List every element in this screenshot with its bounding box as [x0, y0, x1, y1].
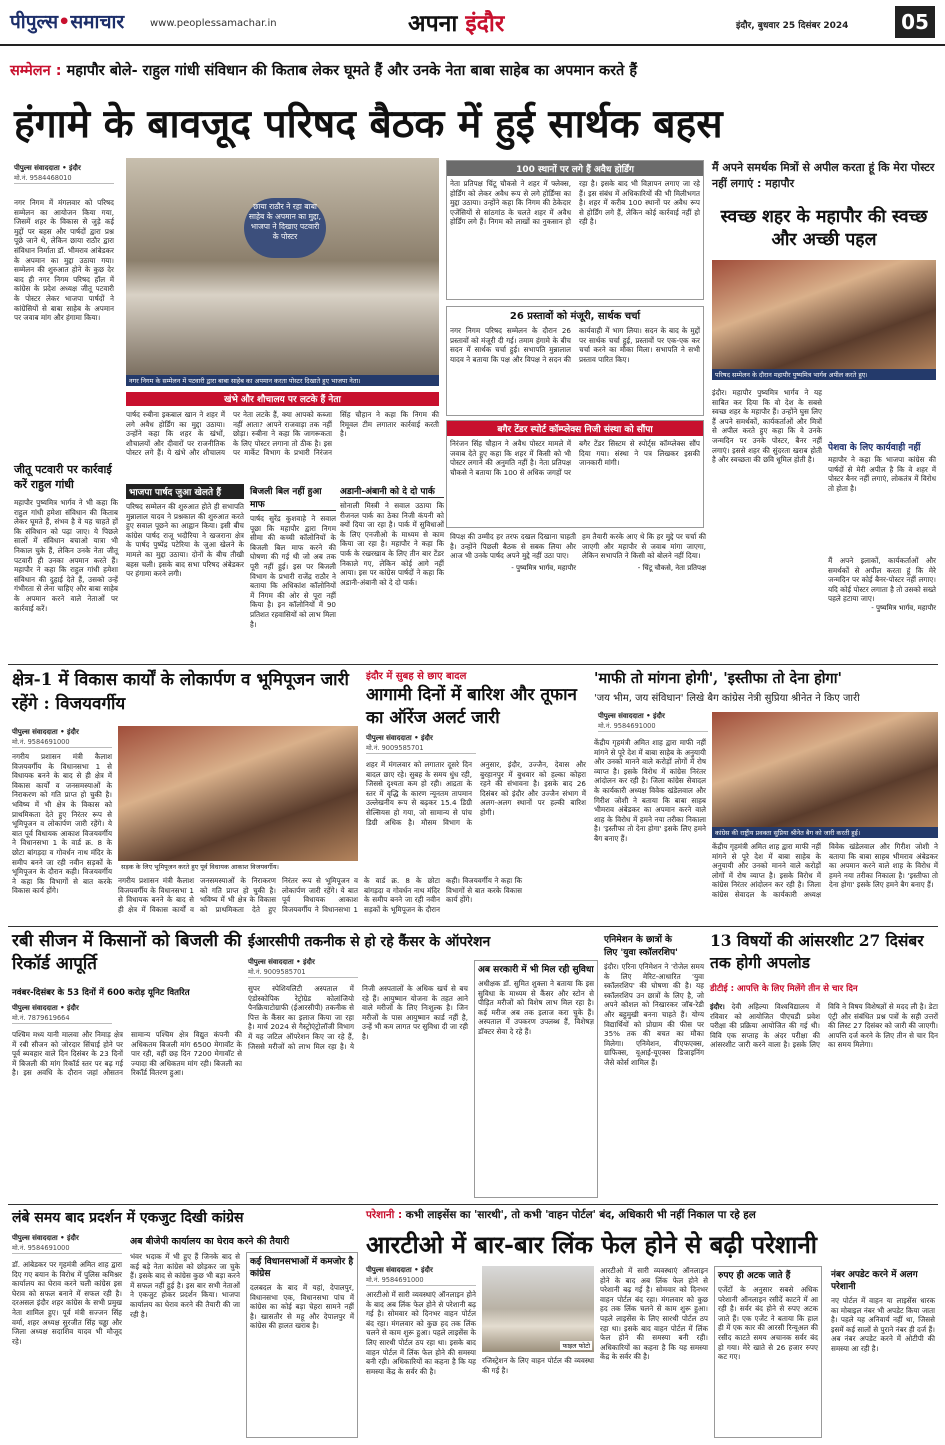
- park-body: सोनाली मिस्त्री ने सवाल उठाया कि रीजनल पार्क का ठेका निजी कंपनी को क्यों दिया जा रहा है। पार्क में सुविधाओं के लिए एनजीओ के माध्यम से काम किया जा रहा है। महापौर ने कहा कि पार्क के रखरखाव के लिए तीन बार टेंडर निकाले गए, लेकिन कोई आगे नहीं आया। इस पर कांग्रेस पार्षदों ने कहा कि अडानी-अंबानी को दे दो पार्क।: [340, 501, 444, 587]
- ercp-box-title: अब सरकारी में भी मिल रही सुविधा: [478, 965, 594, 975]
- divider-1: [8, 664, 938, 665]
- weather-byline-text: पीपुल्स संवाददाता • इंदौर: [366, 734, 433, 742]
- sub-body-2: पार्षद रुबीना इकबाल खान ने शहर में लगे अवैध होर्डिंग का मुद्दा उठाया। उन्होंने कहा कि शहर के खंभों, शौचालयों और दीवारों पर राजनीतिक पोस्टर लगे हैं। ये खंभे और शौचालय पर नेता लटके हैं, क्या आपको कब्जा नहीं आता? आपने राजवाड़ा तक नहीं छोड़ा। रुबीना ने कहा कि जागरूकता के लिए पोस्टर लगाना तो ठीक है। इस पर मार्केट विभाग के प्रभारी निरंजन सिंह चौहान ने कहा कि निगम की रिमूवल टीम लगातार कार्रवाई करती है।: [126, 410, 439, 458]
- maafi-body-2: केंद्रीय गृहमंत्री अमित शाह द्वारा माफी नहीं मांगने से पूरे देश में बाबा साहेब के अनुयायी और उनको मानने वाले करोड़ों लोगों में रोष व्याप्त है। इसके विरोध में कांग्रेस निरंतर आंदोलन कर रही है। जिला कांग्रेस सेवादल के कार्यकारी अध्यक्ष विवेक खंडेलवाल और गिरीश जोशी ने बताया कि बाबा साहब भीमराव अंबेडकर का अपमान करने वाले शाह के विरोध में हमने नया तरीका निकाला है। 'इस्तीफा तो देना होगा' इसके लिए हमने बैग बनाए हैं।: [712, 842, 938, 899]
- congress-sub-heading: अब बीजेपी कार्यालय का घेराव करने की तैयारी: [130, 1236, 290, 1247]
- scholarship-body: इंदौर। एरिना एनिमेशन ने 'रोजेल समय के लिए मेरिट-आधारित 'युवा स्कॉलरशिप' की घोषणा की है। यह स्कॉलरशिप उन छात्रों के लिए है, जो अपने कौशल को निखारकर जॉब-रेडी और बहुमुखी बनना चाहते हैं। योग्य विद्यार्थियों को प्रोग्राम की फीस पर 35% तक की बचत का मौका मिलेगा। एनिमेशन, वीएफएक्स, ग्राफिक्स, यूआई-यूएक्स डिजाइनिंग जैसे कोर्स शामिल हैं।: [604, 962, 704, 1067]
- section-title-1: अपना: [408, 11, 458, 37]
- congress-box: [246, 1252, 358, 1438]
- maafi-deck: 'जय भीम, जय संविधान' लिखे बैग कांग्रेस नेत्री सुप्रिया श्रीनेत ने किए जारी: [594, 693, 860, 704]
- mayor-quote-text: मैं अपने इलाकों, कार्यकर्ताओं और समर्थकों से अपील करता हूं कि मेरे जन्मदिन पर कोई बैनर-पोस्टर नहीं लगाए। यदि कोई पोस्टर लगाता है तो उसको सख्ते पहले हटाया जाए।: [828, 556, 936, 604]
- sub-heading-1: जीतू पटवारी पर कार्रवाई करें राहुल गांधी: [14, 463, 112, 491]
- maafi-byline: [598, 712, 708, 732]
- ercp-mobile: मो.नं. 9009585701: [248, 967, 358, 978]
- weather-kicker: इंदौर में सुबह से छाए बादल: [366, 671, 467, 682]
- lead-photo-caption: नगर निगम के सम्मेलन में पटवारी द्वारा बाबा साहेब का अपमान करता पोस्टर दिखाते हुए भाजपा नेता।: [126, 375, 439, 386]
- vijay-headline: क्षेत्र-1 में विकास कार्यों के लोकार्पण व भूमिपूजन जारी रहेंगे : विजयवर्गीय: [12, 670, 349, 714]
- congress-box-title: कई विधानसभाओं में कमजोर है कांग्रेस: [250, 1257, 354, 1279]
- mayor-quote-by: - पुष्यमित्र भार्गव, महापौर: [871, 603, 936, 612]
- rabi-deck: नवंबर-दिसंबर के 53 दिनों में 600 करोड़ यूनिट वितरित: [12, 988, 190, 998]
- section-title: [408, 6, 504, 38]
- vijay-photo: [118, 726, 358, 872]
- rto-photo-label: फाइल फोटो: [562, 1342, 590, 1350]
- weather-mobile: मो.नं. 9009585701: [366, 743, 476, 754]
- rto-caption: रजिस्ट्रेशन के लिए वाहन पोर्टल की व्यवस्था की गई है।: [482, 1356, 594, 1375]
- rto-photo: [482, 1266, 594, 1352]
- congress-headline: लंबे समय बाद प्रदर्शन में एकजुट दिखी कांग्रेस: [12, 1210, 244, 1226]
- callout-box: [244, 198, 326, 258]
- paper-name: पीपुल्स: [10, 11, 59, 33]
- lead-photo: [126, 158, 439, 386]
- ercp-byline: [248, 958, 358, 978]
- mayor-quote: [828, 556, 936, 656]
- sports-box-title: बगैर टेंडर स्पोर्ट कॉम्प्लेक्स निजी संस्था को सौंपा: [447, 421, 703, 436]
- congress-sub-body: भंवर भदाक में भी हुए हैं जिनके बाद से कई बड़े नेता कांग्रेस को छोड़कर जा चुके हैं। इसके बाद से कांग्रेस कुछ भी बड़ा करने में सफल नहीं हुई है। इस बार सभी नेताओं ने एकजुट होकर प्रदर्शन किया। भाजपा कार्यालय का घेराव करने की तैयारी की जा रही है।: [130, 1252, 240, 1319]
- park-section: [340, 484, 444, 654]
- answersheet-byline: इंदौर।: [710, 1002, 725, 1011]
- bill-section: [250, 484, 336, 654]
- mayor-sub-heading: पेशवा के लिए कार्यवाही नहीं: [828, 443, 921, 453]
- lead-kicker: सम्मेलन :: [10, 63, 62, 79]
- answersheet-headline: 13 विषयों की आंसरशीट 27 दिसंबर तक होगी अपलोड: [710, 931, 924, 972]
- proposals-box: [446, 306, 704, 416]
- rto-box-1-body: एजेंटों के अनुसार सबसे अधिक परेशानी ऑनलाइन रसीदें काटने में आ रही है। सर्वर बंद होने से रुपए अटक जाते हैं। एक एजेंट ने बताया कि हाल ही में एक कार की आरसी रिन्यूअल की रसीद काटते समय अचानक सर्वर बंद हो गया। मेरे खाते से 26 हजार रुपए कट गए।: [718, 1285, 818, 1362]
- mayor-kicker: मैं अपने समर्थक मित्रों से अपील करता हूं कि मेरा पोस्टर नहीं लगाएं : महापौर: [712, 161, 935, 190]
- maafi-body: केंद्रीय गृहमंत्री अमित शाह द्वारा माफी नहीं मांगने से पूरे देश में बाबा साहेब के अनुयायी और उनको मानने वाले करोड़ों लोगों में रोष व्याप्त है। इसके विरोध में कांग्रेस निरंतर आंदोलन कर रही है। जिला कांग्रेस सेवादल के कार्यकारी अध्यक्ष विवेक खंडेलवाल और गिरीश जोशी ने बताया कि बाबा साहब भीमराव अंबेडकर का अपमान करने वाले शाह के विरोध में हमने नया तरीका निकाला है। 'इस्तीफा तो देना होगा' इसके लिए हमने बैग बनाए हैं।: [594, 738, 706, 843]
- maafi-headline: 'माफी तो मांगना होगी', 'इस्तीफा तो देना होगा': [594, 670, 842, 687]
- hoarding-box-body: नेता प्रतिपक्ष चिंटू चौकसे ने शहर में फ्लेक्स, होर्डिंग को लेकर अवैध रूप से लगे होर्डिंग्स का मुद्दा उठाया। उन्होंने कहा कि निगम की ठेकेदार एजेंसियों से सांठगांठ के चलते शहर में अवैध होर्डिंग लगे हैं। निगम को लाखों का नुकसान हो रहा है। इसके बाद भी विज्ञापन लगाए जा रहे हैं। इस संबंध में अधिकारियों की भी मिलीभगत है। शहर में करीब 100 स्थानों पर अवैध रूप से होर्डिंग लगे हैं, लेकिन कोई कार्रवाई नहीं हो रही है।: [450, 179, 700, 227]
- quote-opposition-by: - चिंटू चौकसे, नेता प्रतिपक्ष: [637, 563, 706, 572]
- rto-mobile: मो.नं. 9584691000: [366, 1275, 476, 1286]
- sports-box-body: निरंजन सिंह चौहान ने अवैध पोस्टर मामले में जवाब देते हुए कहा कि शहर में किसी को भी पोस्टर लगाने की अनुमति नहीं है। नेता प्रतिपक्ष चौकसे ने बताया कि 100 से अधिक जगहों पर बगैर टेंडर सिस्टम से स्पोर्ट्स कॉम्प्लेक्स सौंप दिया गया। संस्था ने पत्र लिखकर इसकी जानकारी मांगी।: [450, 439, 700, 477]
- ercp-byline-text: पीपुल्स संवाददाता • इंदौर: [248, 958, 315, 966]
- rabi-mobile: मो.नं. 7879619664: [12, 1013, 112, 1024]
- divider-3: [8, 1204, 938, 1205]
- proposals-box-title: 26 प्रस्तावों को मंजूरी, सार्थक चर्चा: [447, 307, 703, 323]
- rto-box-2: [828, 1266, 938, 1438]
- quote-mayor-text: विपक्ष की उम्मीद हर तरफ दखल दिखाना चाहती है। उन्होंने पिछली बैठक से सबक लिया और आज भी उनके पार्षद अपने मुद्दे नहीं उठा पाए।: [450, 532, 576, 561]
- hoarding-box-title: 100 स्थानों पर लगे हैं अवैध होर्डिंग: [447, 161, 703, 176]
- sports-box: [446, 420, 704, 528]
- rto-box-1-title: रुपए ही अटक जाते हैं: [718, 1271, 791, 1281]
- vijay-byline-text: पीपुल्स संवाददाता • इंदौर: [12, 728, 79, 736]
- callout-text: छाया राठौर ने रहा बाबा साहेब के अपमान का मुद्दा, भाजपा ने दिखाए पटवारी के पोस्टर: [248, 202, 322, 241]
- mayor-body: इंदौर। महापौर पुष्यमित्र भार्गव ने यह साबित कर दिया कि वो देश के सबसे स्वच्छ शहर के महापौर हैं। उन्होंने घुस लिए हैं अपने समर्थकों, कार्यकर्ताओं और मित्रों से अपील करते हुए कहा कि वे उनके जन्मदिन पर उनके पोस्टर, बैनर नहीं लगाएं। इससे शहर की सुंदरता खराब होती है और स्वच्छता की छवि धूमिल होती है।: [712, 388, 822, 465]
- gambling-section: [126, 484, 244, 654]
- rto-kicker: परेशानी :: [366, 1209, 403, 1221]
- ercp-box-body: अधीक्षक डॉ. सुमित शुक्ला ने बताया कि इस सुविधा के माध्यम से कैंसर और स्टोन से पीड़ित मरीजों को विशेष लाभ मिल रहा है। कई मरीज अब तक इलाज करा चुके हैं। अस्पताल में उपकरण उपलब्ध हैं, विशेषज्ञ डॉक्टर सेवा दे रहे हैं।: [478, 979, 594, 1036]
- proposals-box-body: नगर निगम परिषद सम्मेलन के दौरान 26 प्रस्तावों को मंजूरी दी गई। तमाम हंगामे के बीच सदन में सार्थक चर्चा हुई। सभापति मुन्नालाल यादव ने बताया कि पक्ष और विपक्ष ने सदन की कार्यवाही में भाग लिया। सदन के बाद के मुद्दों पर सार्थक चर्चा हुई, प्रस्तावों पर एक-एक कर चर्चा करने का मौका मिला। सभापति ने सभी प्रस्ताव पारित किए।: [450, 326, 700, 364]
- quote-opposition: [582, 532, 706, 652]
- congress-byline: [12, 1234, 122, 1254]
- gambling-heading: भाजपा पार्षद जुआ खेलते हैं: [126, 484, 244, 499]
- weather-body: शहर में मंगलवार को लगातार दूसरे दिन बादल छाए रहे। सुबह के समय धुंध रही, जिससे दृश्यता कम हो रही। आद्रता के स्तर में वृद्धि के कारण न्यूनतम तापमान उल्लेखनीय रूप से बढ़कर 15.4 डिग्री सेल्सियस हो गया, जो सामान्य से पांच डिग्री अधिक है। मौसम विभाग के अनुसार, इंदौर, उज्जैन, देवास और बुरहानपुर में बुधवार को हल्का कोहरा रहने की संभावना है। इसके बाद 26 दिसंबर को इंदौर और उज्जैन संभाग में अलग-अलग स्थानों पर हल्की बारिश होगी।: [366, 760, 586, 827]
- congress-body: डॉ. आंबेडकर पर गृहमंत्री अमित शाह द्वारा दिए गए बयान के विरोध में पुलिस कमिश्नर कार्यालय का घेराव करने चली कांग्रेस इस घेराव को सफल बनाने में सफल रही है। दरअसल इंदौर शहर कांग्रेस के सभी प्रमुख नेता शामिल हुए। पूर्व मंत्री सज्जन सिंह वर्मा, शहर अध्यक्ष सुरजीत सिंह चड्ढा और जिला अध्यक्ष सदाशिव यादव भी मौजूद रहे।: [12, 1260, 122, 1346]
- rto-body: आरटीओ में सारी व्यवस्थाएं ऑनलाइन होने के बाद अब लिंक फेल होने से परेशानी बढ़ गई है। सोमवार को दिनभर वाहन पोर्टल बंद रहा। मंगलवार को कुछ हद तक लिंक चलने से काम शुरू हुआ। पहले लाइसेंस के लिए सारथी पोर्टल ठप रहा था। इसके बाद वाहन पोर्टल में लिंक फेल होने की समस्या बनी रही। अधिकारियों का कहना है कि यह समस्या केंद्र के सर्वर की है।: [366, 1290, 476, 1376]
- quote-opposition-text: हम तैयारी करके आए थे कि हर मुद्दे पर चर्चा की जाएगी और महापौर से जवाब मांगा जाएगा, लेकिन सभापति ने किसी को बोलने नहीं दिया।: [582, 532, 706, 561]
- lead-byline: [14, 164, 114, 184]
- scholarship-section: [604, 932, 704, 1198]
- paper-name-2: समाचार: [70, 11, 125, 33]
- rto-headline: आरटीओ में बार-बार लिंक फेल होने से बढ़ी परेशानी: [366, 1230, 817, 1259]
- rabi-byline-text: पीपुल्स संवाददाता • इंदौर: [12, 1004, 79, 1012]
- logo-dot-icon: •: [58, 11, 71, 33]
- congress-mobile: मो.नं. 9584691000: [12, 1243, 122, 1254]
- paper-logo: [10, 8, 124, 34]
- vijay-photo-caption: सड़क के लिए भूमिपूजन करते हुए पूर्व विधायक आकाश विजयवर्गीय।: [118, 861, 358, 872]
- rto-deck: [366, 1208, 938, 1224]
- maafi-photo-caption: कांग्रेस की राष्ट्रीय प्रवक्ता सुप्रिया श्रीनेत बैग को जारी करती हुई।: [712, 827, 938, 838]
- mayor-sub: [828, 440, 936, 550]
- maafi-mobile: मो.नं. 9584691000: [598, 721, 708, 732]
- rto-box-1: [714, 1266, 822, 1438]
- page-number: 05: [895, 6, 935, 38]
- rto-body-2: आरटीओ में सारी व्यवस्थाएं ऑनलाइन होने के बाद अब लिंक फेल होने से परेशानी बढ़ गई है। सोमवार को दिनभर वाहन पोर्टल बंद रहा। मंगलवार को कुछ हद तक लिंक चलने से काम शुरू हुआ। पहले लाइसेंस के लिए सारथी पोर्टल ठप रहा था। इसके बाद वाहन पोर्टल में लिंक फेल होने की समस्या बनी रही। अधिकारियों का कहना है कि यह समस्या केंद्र के सर्वर की है।: [600, 1266, 708, 1362]
- ercp-headline: ईआरसीपी तकनीक से हो रहे कैंसर के ऑपरेशन: [248, 934, 491, 950]
- mayor-photo-caption: परिषद सम्मेलन के दौरान महापौर पुष्यमित्र भार्गव अपील करते हुए।: [712, 369, 936, 380]
- section-title-2: इंदौर: [465, 11, 505, 37]
- hoarding-box: [446, 160, 704, 300]
- rabi-body: पश्चिम मध्य यानी मालवा और निमाड़ क्षेत्र में रबी सीजन को जोरदार सिंचाई होने पर पूर्व ब्यवहार वाले दिन दिसंबर के 23 दिनों में बिजली की मांग रिकॉर्ड स्तर पर बढ़ गई है। इस अवधि के दौरान जहां औसतन सामान्य पश्चिम क्षेत्र विद्युत कंपनी की अधिकतम बिजली मांग 6500 मेगावॉट के पार रही, वहीं छह दिन 7200 मेगावॉट से ज्यादा की अधिकतम मांग रही। बिजली का रिकॉर्ड वितरण हुआ।: [12, 1030, 242, 1078]
- ercp-body: सुपर स्पेशियलिटी अस्पताल में एंडोस्कोपिक रेट्रोग्रेड कोलांजियो पैनक्रियाटोग्राफी (ईआरसीपी) तकनीक से पित्त के कैंसर का इलाज किया जा रहा है। मार्च 2024 से गैस्ट्रोएंट्रोलॉजी विभाग में यह जटिल ऑपरेशन किए जा रहे हैं, जिससे मरीजों को लाभ मिल रहा है। ये निजी अस्पतालों के अधिक खर्च से बच रहे हैं। आयुष्मान योजना के तहत आने वाले मरीजों के लिए निःशुल्क है। जिन मरीजों के पास आयुष्मान कार्ड नहीं है, उन्हें भी कम लागत पर सुविधा दी जा रही है।: [248, 984, 468, 1051]
- lead-byline-text: पीपुल्स संवाददाता • इंदौर: [14, 164, 81, 172]
- vijay-byline: [12, 728, 112, 748]
- vijay-mobile: मो.नं. 9584691000: [12, 737, 112, 748]
- mayor-sub-body: महापौर ने कहा कि भाजपा कांग्रेस की पार्षदों से मेरी अपील है कि वे शहर में पोस्टर बैनर नहीं लगाएं, लोकतंत्र में विरोध तो होता है।: [828, 455, 936, 493]
- masthead: [0, 0, 945, 46]
- quote-mayor: [450, 532, 576, 652]
- gambling-body: परिषद सम्मेलन की शुरुआत होते ही सभापति मुन्नालाल यादव ने प्रश्नकाल की शुरुआत करते हुए सवाल पूछने का आह्वान किया। इसी बीच कांग्रेस पार्षद राजू भदौरिया ने खजराना क्षेत्र के पार्षद पुष्पेंद्र पटेरिया के जुआ खेलने के मामले का मुद्दा उठाया। दोनों के बीच तीखी बहस चली। इसके बाद सभा परिषद अंबेडकर पर हंगामा करने लगी।: [126, 502, 244, 579]
- rto-box-2-title: नंबर अपडेट करने में अलग परेशानी: [831, 1270, 918, 1292]
- rto-byline: [366, 1266, 476, 1286]
- dateline: इंदौर, बुधवार 25 दिसंबर 2024: [736, 21, 849, 31]
- answersheet-deck: डीटीई : आपत्ति के लिए मिलेंगे तीन से चार दिन: [710, 984, 858, 994]
- bill-heading: बिजली बिल नहीं हुआ माफ: [250, 484, 336, 511]
- rto-box-2-body: नए पोर्टल में वाहन या लाइसेंस धारक का मोबाइल नंबर भी अपडेट किया जाता है। पहले यह अनिवार्य नहीं था, जिससे इसमें कई सालों से पुराने नंबर ही दर्ज हैं। अब नंबर अपडेट करने में ओटीपी की समस्या आ रही है।: [831, 1296, 935, 1353]
- lead-body: नगर निगम में मंगलवार को परिषद सम्मेलन का आयोजन किया गया, जिसमें शहर के विकास से जुड़े कई मुद्दों पर बहस और पार्षदों द्वारा प्रश्न पूछे जाने थे, लेकिन छाया राठौर द्वारा संविधान निर्माता डॉ. भीमराव आंबेडकर के अपमान का मुद्दा उठाया गया। सम्मेलन की शुरुआत होने के कुछ देर बाद ही नगर निगम परिषद हॉल में कांग्रेस के प्रदेश अध्यक्ष जीतू पटवारी के पोस्टर लेकर भाजपा पार्षदों ने कांग्रेसियों से बाबा साहेब के अपमान पर जवाब मांग और हंगामा किया।: [14, 198, 114, 323]
- maafi-byline-text: पीपुल्स संवाददाता • इंदौर: [598, 712, 665, 720]
- sub-body-1: महापौर पुष्यमित्र भार्गव ने भी कहा कि राहुल गांधी हमेशा संविधान की किताब लेकर घूमते हैं, संभव है वे यह चाहते हों कि संविधान को पढ़ा जाए। ये पिछले सालों में संविधान बचाओ यात्रा भी निकाल चुके हैं, लेकिन उनके नेता जीतू पटवारी ही उनका अपमान करते हैं। महापौर ने कहा कि राहुल गांधी हमेशा संविधान की दुहाई देते हैं, उसको उन्हें गंभीरता से लेना चाहिए और बाबा साहेब के अपमान करने वाले नेताओं पर कार्रवाई करें।: [14, 498, 118, 613]
- rto-deck-text: कभी लाइसेंस का 'सारथी', तो कभी 'वाहन पोर्टल' बंद, अधिकारी भी नहीं निकाल पा रहे हल: [405, 1209, 756, 1221]
- rto-byline-text: पीपुल्स संवाददाता • इंदौर: [366, 1266, 433, 1274]
- quote-mayor-by: - पुष्यमित्र भार्गव, महापौर: [511, 563, 576, 572]
- ercp-box: [474, 960, 598, 1198]
- vijay-body-2: नगरीय प्रशासन मंत्री कैलाश विजयवर्गीय के विधानसभा 1 से विधायक बनने के बाद से ही क्षेत्र में विकास कार्यों व जनसमस्याओं के निराकरण को गति प्राप्त हो चुकी है। भविष्य में भी क्षेत्र के विकास को प्राथमिकता देते हुए निरंतर रूप से भूमिपूजन व लोकार्पण जारी रहेंगे। ये बात पूर्व विधायक आकाश विजयवर्गीय ने विधानसभा 1 के वार्ड क्र. 8 के छोटा बांगड़दा व गोवर्धन नाथ मंदिर के समीप बनने जा रही नवीन सड़कों के भूमिपूजन के दौरान कही। विजयवर्गीय ने कहा कि विभागों से बात करके विकास कार्य होंगे।: [118, 876, 522, 914]
- scholarship-deck-1: एनिमेशन के छात्रों के: [604, 935, 672, 945]
- rabi-headline: रबी सीजन में किसानों को बिजली की रिकॉर्ड आपूर्ति: [12, 931, 242, 974]
- congress-box-body: दलबदल के बाद में यहां, देपालपुर, विधानसभा एक, विधानसभा पांच में कांग्रेस का कोई बड़ा चेहरा सामने नहीं है। खासतौर से महू और देपालपुर में कांग्रेस की हालत खराब है।: [250, 1283, 354, 1331]
- lead-deck: [10, 60, 940, 82]
- website-url: www.peoplessamachar.in: [150, 18, 277, 29]
- mayor-headline: स्वच्छ शहर के महापौर की स्वच्छ और अच्छी पहल: [720, 207, 928, 250]
- scholarship-deck-2: लिए 'युवा स्कॉलरशिप': [604, 948, 678, 958]
- answersheet-body-text: देवी अहिल्या विश्वविद्यालय में रविवार को आयोजित पीएचडी प्रवेश परीक्षा की प्रक्रिया आयोजित की गई थी। विवि एक सप्ताह के अंदर परीक्षा की आंसरशीट जारी करने वाला है। इसके लिए विवि ने विषय विशेषज्ञों से मदद ली है। डेटा एंट्री और संबंधित प्रश्न पत्रों के सही उत्तरों की लिस्ट 27 दिसंबर को जारी की जाएगी। आपत्ति दर्ज करने के लिए तीन से चार दिन का समय मिलेगा।: [710, 1002, 938, 1050]
- sub-heading-2: खंभे और शौचालय पर लटके हैं नेता: [126, 392, 439, 406]
- divider-2: [8, 926, 938, 927]
- bill-body: पार्षद सुरेंद्र कुशवाहे ने सवाल पूछा कि महापौर द्वारा निगम सीमा की कच्ची कॉलोनियों के बिजली बिल माफ करने की घोषणा की गई थी जो अब तक पूरी नहीं हुई। इस पर बिजली विभाग के प्रभारी राजेंद्र राठौर ने बताया कि अधिकांश कॉलोनियों में निगम की ओर से पूरा नहीं किया है। इन कॉलोनियों में 90 प्रतिशत रहवासियों को लाभ मिला है।: [250, 514, 336, 629]
- lead-deck-text: महापौर बोले- राहुल गांधी संविधान की किताब लेकर घूमते हैं और उनके नेता बाबा साहेब का अपमान करते हैं: [66, 63, 638, 79]
- park-heading: अडानी-अंबानी को दे दो पार्क: [340, 484, 444, 498]
- rabi-byline: [12, 1004, 112, 1024]
- lead-mobile: मो.नं. 9584468010: [14, 173, 114, 184]
- weather-headline: आगामी दिनों में बारिश और तूफान का ऑरेंज अलर्ट जारी: [366, 685, 577, 728]
- lead-headline: हंगामे के बावजूद परिषद बैठक में हुई सार्थक बहस: [14, 101, 723, 147]
- answersheet-body: [710, 1002, 938, 1198]
- congress-byline-text: पीपुल्स संवाददाता • इंदौर: [12, 1234, 79, 1242]
- maafi-photo: [712, 712, 938, 838]
- mayor-photo: [712, 260, 936, 380]
- weather-byline: [366, 734, 476, 754]
- vijay-body: नगरीय प्रशासन मंत्री कैलाश विजयवर्गीय के विधानसभा 1 से विधायक बनने के बाद से ही क्षेत्र में विकास कार्यों व जनसमस्याओं के निराकरण को गति प्राप्त हो चुकी है। भविष्य में भी क्षेत्र के विकास को प्राथमिकता देते हुए निरंतर रूप से भूमिपूजन व लोकार्पण जारी रहेंगे। ये बात पूर्व विधायक आकाश विजयवर्गीय ने विधानसभा 1 के वार्ड क्र. 8 के छोटा बांगड़दा व गोवर्धन नाथ मंदिर के समीप बनने जा रही नवीन सड़कों के भूमिपूजन के दौरान कही। विजयवर्गीय ने कहा कि विभागों से बात करके विकास कार्य होंगे।: [12, 752, 112, 896]
